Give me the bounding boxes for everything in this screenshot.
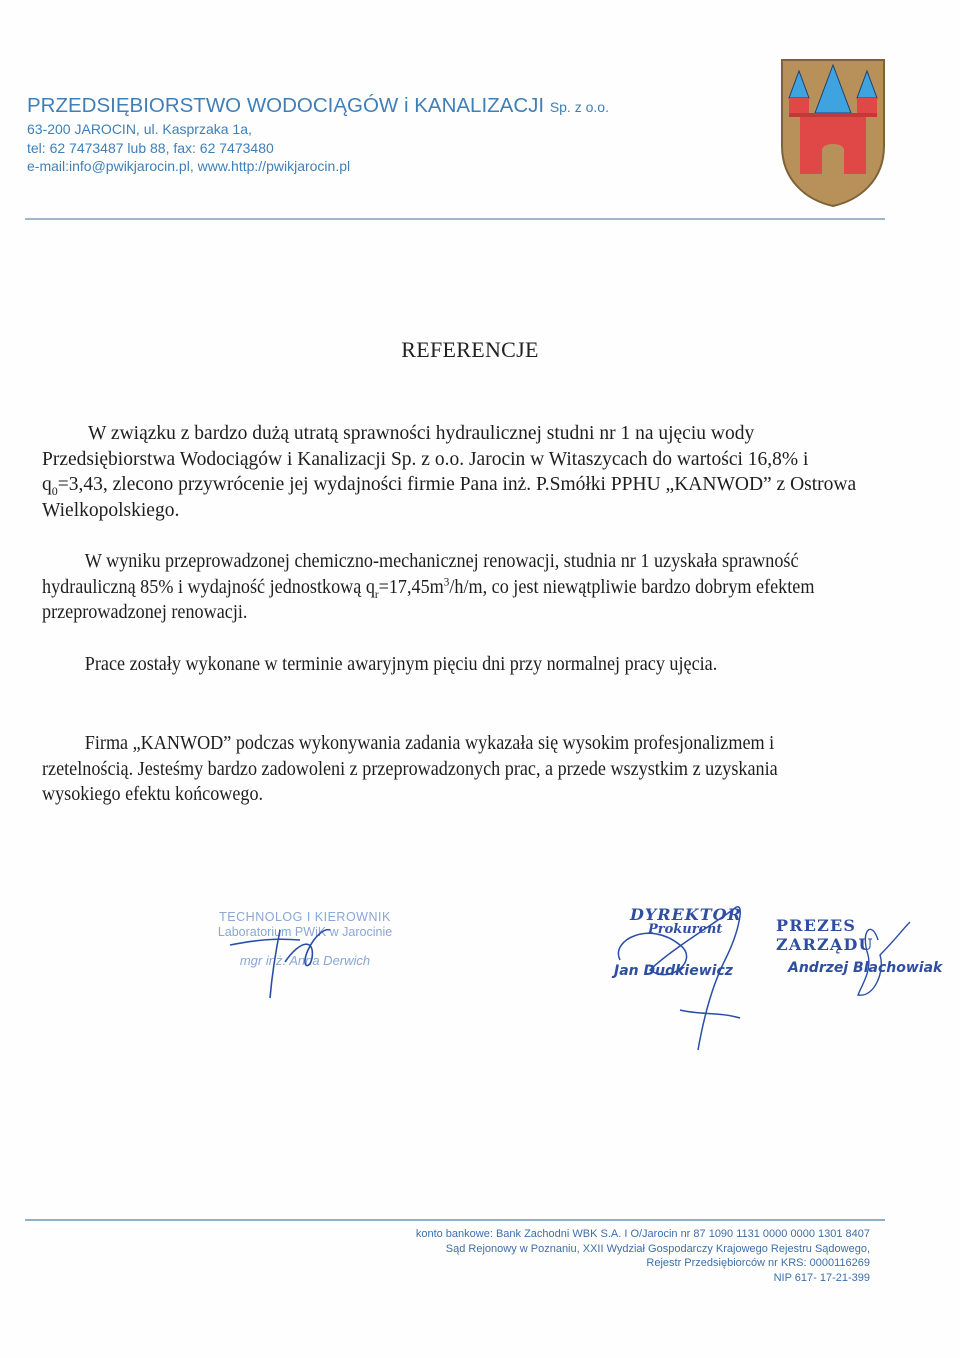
paragraph-2 — [42, 549, 860, 626]
paragraph-3-text: Prace zostały wykonane w terminie awaryjnym pięciu dni przy normalnej pracy ujęcia. — [84, 654, 718, 675]
company-phone-fax: tel: 62 7473487 lub 88, fax: 62 7473480 — [27, 139, 274, 156]
crest-beam — [789, 113, 877, 117]
paragraph-2-text-a: W wyniku przeprowadzonej chemiczno-mechanicznej renowacji, studnia nr 1 uzyskała sprawność hydrauliczną 85% i wydajność jednostkową q — [42, 551, 799, 598]
paragraph-3 — [42, 652, 860, 678]
m3-superscript: 3 — [443, 574, 450, 588]
company-address: 63-200 JAROCIN, ul. Kasprzaka 1a, — [27, 121, 252, 137]
document-title: REFERENCJE — [401, 337, 539, 362]
president-name: Andrzej Blachowiak — [788, 960, 943, 976]
company-email-www: e-mail:info@pwikjarocin.pl, www.http://pwikjarocin.pl — [27, 158, 351, 174]
paragraph-2-text-c: /h/m, co jest niewątpliwie bardzo dobrym efektem przeprowadzonej renowacji. — [42, 576, 815, 623]
technologist-lab: Laboratorium PWiK w Jarocinie — [217, 925, 393, 939]
signature-block-management — [610, 900, 960, 1060]
qr-subscript: r — [374, 586, 379, 601]
footer-court: Sąd Rejonowy w Poznaniu, XXII Wydział Gospodarczy Krajowego Rejestru Sądowego, — [445, 1242, 870, 1255]
paragraph-1 — [42, 421, 862, 523]
company-name-text: PRZEDSIĘBIORSTWO WODOCIĄGÓW i KANALIZACJI — [27, 94, 545, 117]
president-title: PREZES ZARZĄDU — [776, 916, 874, 954]
director-role: Prokurent — [648, 922, 723, 937]
footer-nip: NIP 617- 17-21-399 — [773, 1271, 870, 1284]
header-divider — [25, 218, 885, 220]
company-suffix: Sp. z o.o. — [549, 99, 609, 115]
footer — [416, 1227, 870, 1285]
company-name — [27, 93, 609, 120]
technologist-title: TECHNOLOG I KIEROWNIK — [219, 910, 391, 924]
handwritten-signature-icon — [200, 910, 410, 1010]
paragraph-1-rest: =3,43, zlecono przywrócenie jej wydajności firmie Pana inż. P.Smółki PPHU „KANWOD” z Ostrowa Wielkopolskiego. — [42, 474, 857, 521]
footer-krs: Rejestr Przedsiębiorców nr KRS: 0000116269 — [646, 1257, 870, 1269]
letterhead — [27, 93, 609, 176]
crest-tower-right — [857, 98, 877, 115]
technologist-name: mgr inż. Anna Derwich — [239, 953, 371, 968]
crest-tower-left — [789, 98, 809, 115]
handwritten-signature-icon — [610, 900, 960, 1060]
paragraph-1-text: W związku z bardzo dużą utratą sprawności hydraulicznej studni nr 1 na ujęciu wody Przedsiębiorstwa Wodociągów i Kanalizacji Sp. z o.o. Jarocin w Witaszycach do wartości 16,8% i q — [42, 423, 809, 495]
footer-divider — [25, 1219, 885, 1221]
director-name: Jan Dudkiewicz — [614, 963, 733, 979]
paragraph-4-text: Firma „KANWOD” podczas wykonywania zadania wykazała się wysokim profesjonalizmem i rzetelnością. Jesteśmy bardzo zadowoleni z przeprowadzonych prac, a przede wszystkim z uzyskania wysokiego efektu końcowego. — [42, 733, 778, 805]
director-title: DYREKTOR — [630, 905, 742, 924]
signature-technologist — [200, 910, 410, 968]
coat-of-arms-icon — [780, 58, 886, 208]
q0-subscript: 0 — [51, 483, 58, 498]
footer-bank: konto bankowe: Bank Zachodni WBK S.A. I O/Jarocin nr 87 1090 1131 0000 0000 1301 8407 — [415, 1228, 870, 1240]
paragraph-4 — [42, 731, 860, 808]
paragraph-2-text-b: =17,45m — [378, 576, 444, 598]
